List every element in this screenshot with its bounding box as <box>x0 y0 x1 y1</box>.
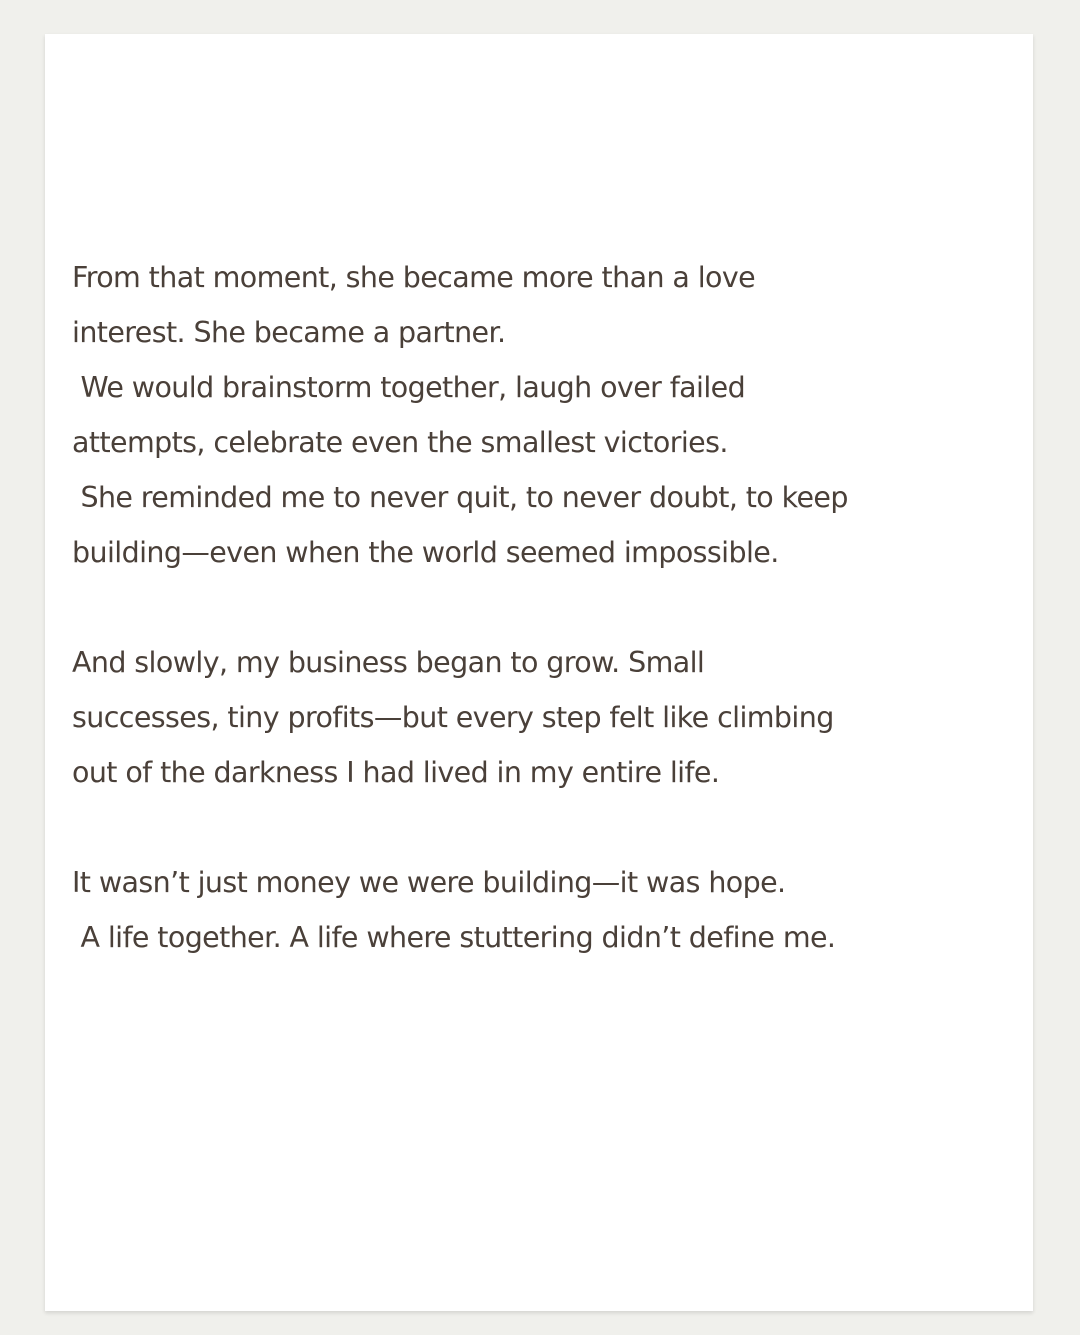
text-line: building—even when the world seemed impossible. <box>72 536 779 569</box>
text-line: It wasn’t just money we were building—it was hope. <box>72 866 786 899</box>
text-line: interest. She became a partner. <box>72 316 506 349</box>
story-text <box>72 250 1012 965</box>
text-line: We would brainstorm together, laugh over failed <box>72 371 746 404</box>
paragraph-3 <box>72 855 1012 965</box>
text-line: successes, tiny profits—but every step felt like climbing <box>72 701 834 734</box>
text-line: attempts, celebrate even the smallest victories. <box>72 426 728 459</box>
text-line: She reminded me to never quit, to never doubt, to keep <box>72 481 848 514</box>
text-line: A life together. A life where stuttering didn’t define me. <box>72 921 836 954</box>
paragraph-2 <box>72 635 1012 800</box>
text-line: out of the darkness I had lived in my entire life. <box>72 756 720 789</box>
paragraph-1 <box>72 250 1012 580</box>
text-line: And slowly, my business began to grow. Small <box>72 646 705 679</box>
page-card <box>45 34 1033 1311</box>
text-line: From that moment, she became more than a love <box>72 261 756 294</box>
